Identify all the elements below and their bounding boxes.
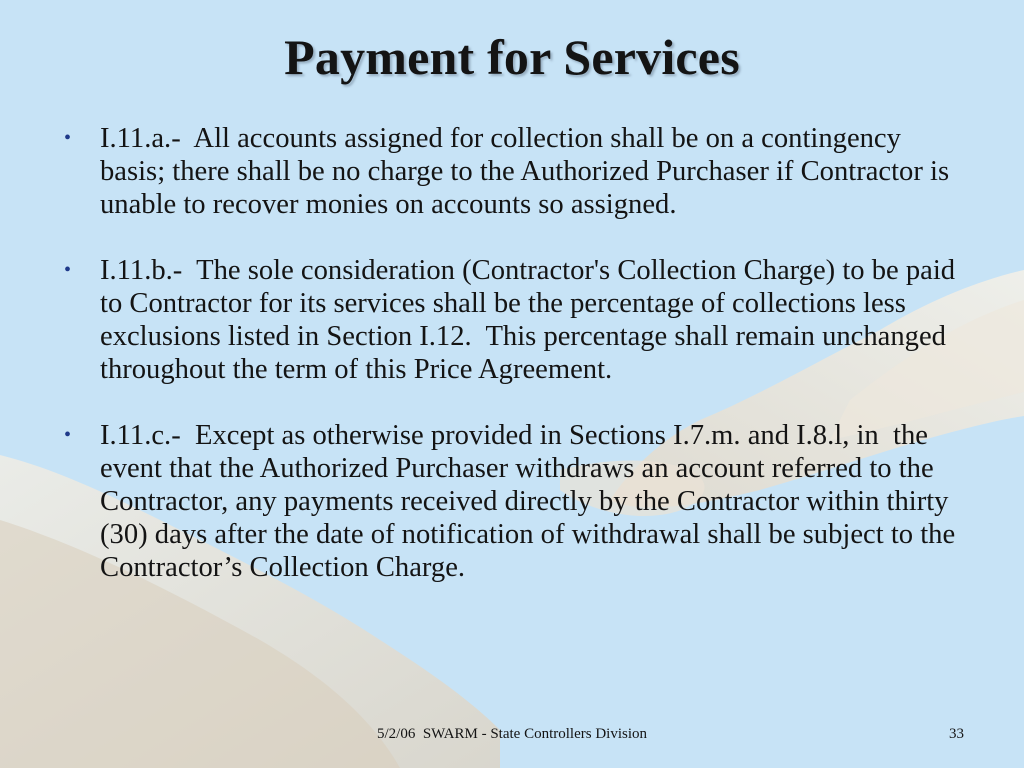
bullet-text: I.11.b.- The sole consideration (Contractor's Collection Charge) to be paid to Contractor for its services shall be the percentage of collections less exclusions listed in Section I.12. This percentage shall remain unchanged throughout the term of this Price Agreement. [100, 255, 963, 385]
bullet-item [60, 419, 965, 584]
bullet-list [60, 122, 965, 617]
bullet-text: I.11.c.- Except as otherwise provided in Sections I.7.m. and I.8.l, in the event that the Authorized Purchaser withdraws an account referred to the Contractor, any payments received directly by the Contractor within thirty (30) days after the date of notification of withdrawal shall be subject to the Contractor’s Collection Charge. [100, 420, 963, 583]
bullet-item [60, 122, 965, 221]
slide-title: Payment for Services [284, 29, 740, 85]
bullet-icon: • [64, 127, 72, 149]
page-number: 33 [949, 726, 964, 742]
bullet-icon: • [64, 259, 72, 281]
bullet-icon: • [64, 424, 72, 446]
footer-text: 5/2/06 SWARM - State Controllers Division [377, 726, 647, 742]
bullet-text: I.11.a.- All accounts assigned for collection shall be on a contingency basis; there shall be no charge to the Authorized Purchaser if Contractor is unable to recover monies on accounts so assigned. [100, 123, 957, 220]
bullet-item [60, 254, 965, 386]
